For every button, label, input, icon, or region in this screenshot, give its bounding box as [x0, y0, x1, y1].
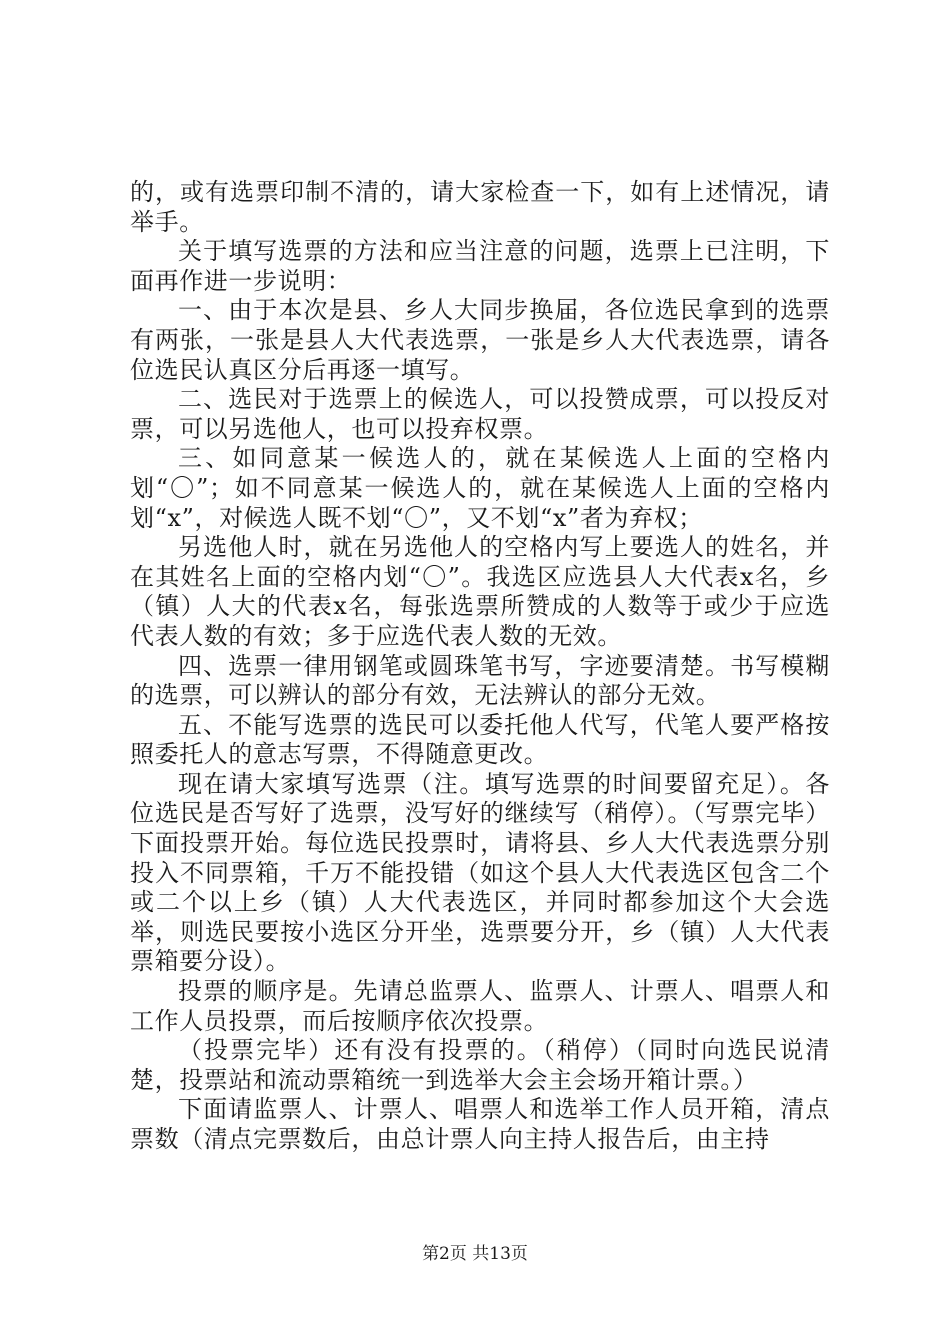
paragraph: 二、选民对于选票上的候选人，可以投赞成票，可以投反对票，可以另选他人，也可以投弃权票。: [130, 385, 830, 443]
paragraph: 关于填写选票的方法和应当注意的问题，选票上已注明，下面再作进一步说明：: [130, 237, 830, 295]
paragraph: 投票的顺序是。先请总监票人、监票人、计票人、唱票人和工作人员投票，而后按顺序依次投票。: [130, 977, 830, 1035]
paragraph: 四、选票一律用钢笔或圆珠笔书写，字迹要清楚。书写模糊的选票，可以辨认的部分有效，无法辨认的部分无效。: [130, 651, 830, 710]
paragraph: 下面请监票人、计票人、唱票人和选举工作人员开箱，清点票数（清点完票数后，由总计票人向主持人报告后，由主持: [130, 1095, 830, 1153]
document-body: [130, 178, 830, 1155]
paragraph: 五、不能写选票的选民可以委托他人代写，代笔人要严格按照委托人的意志写票，不得随意更改。: [130, 710, 830, 769]
paragraph: （投票完毕）还有没有投票的。（稍停）（同时向选民说清楚，投票站和流动票箱统一到选举大会主会场开箱计票。）: [130, 1036, 830, 1094]
paragraph: 的，或有选票印制不清的，请大家检查一下，如有上述情况，请举手。: [130, 178, 830, 236]
page-number-footer: 第2页 共13页: [422, 1244, 528, 1264]
paragraph: 一、由于本次是县、乡人大同步换届，各位选民拿到的选票有两张，一张是县人大代表选票，一张是乡人大代表选票，请各位选民认真区分后再逐一填写。: [130, 296, 830, 384]
paragraph: 三、如同意某一候选人的，就在某候选人上面的空格内划“〇”；如不同意某一候选人的，就在某候选人上面的空格内划“x”，对候选人既不划“〇”，又不划“x”者为弃权；: [130, 444, 830, 532]
paragraph: 现在请大家填写选票（注。填写选票的时间要留充足）。各位选民是否写好了选票，没写好的继续写（稍停）。（写票完毕）下面投票开始。每位选民投票时，请将县、乡人大代表选票分别投入不同票箱，千万不能投错（如这个县人大代表选区包含二个或二个以上乡（镇）人大代表选区，并同时都参加这个大会选举，则选民要按小选区分开坐，选票要分开，乡（镇）人大代表票箱要分设）。: [130, 769, 830, 976]
paragraph: 另选他人时，就在另选他人的空格内写上要选人的姓名，并在其姓名上面的空格内划“〇”。我选区应选县人大代表x名，乡（镇）人大的代表x名，每张选票所赞成的人数等于或少于应选代表人数的有效；多于应选代表人数的无效。: [130, 533, 830, 650]
